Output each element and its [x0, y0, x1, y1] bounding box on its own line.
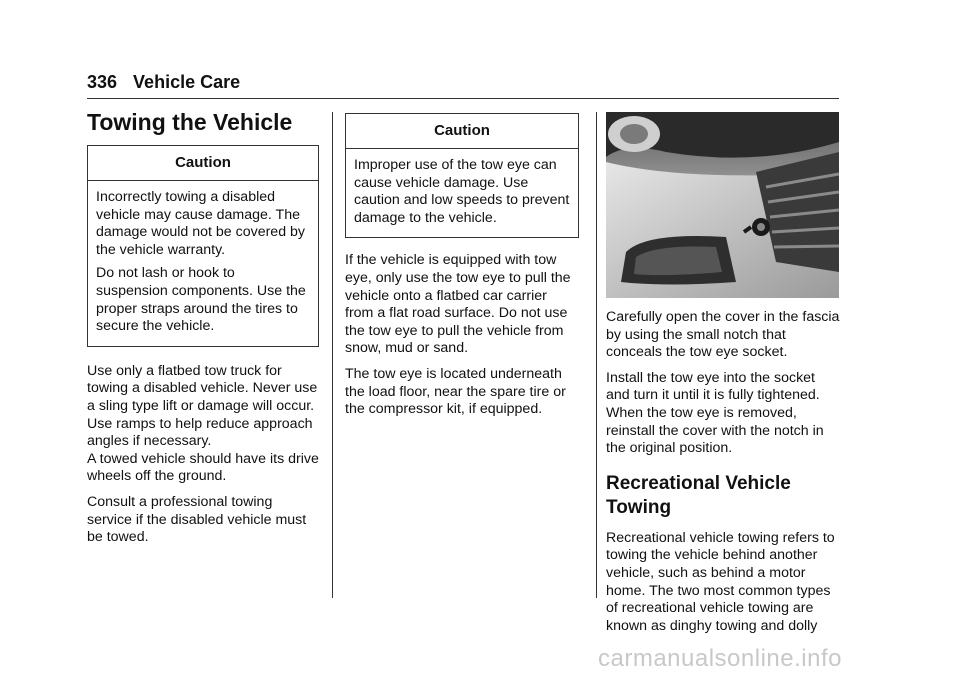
- paragraph: Recreational vehicle towing refers to towing the vehicle behind another vehicle, such as behind a motor home. The two most common types of recreational vehicle towing are known as dinghy towing and dolly: [606, 529, 835, 634]
- caution-box-1: [87, 145, 319, 347]
- column-2: [345, 113, 579, 427]
- paragraph: Use only a flatbed tow truck for towing a disabled vehicle. Never use a sling type lift or damage will occur. Use ramps to help reduce approach angles if necessary.: [87, 362, 318, 450]
- heading-line: Towing: [606, 496, 672, 518]
- tow-eye-photo: [606, 112, 839, 298]
- caution-title: Caution: [88, 146, 318, 181]
- body-text: [87, 363, 319, 547]
- watermark: carmanualsonline.info: [598, 645, 842, 672]
- heading-line: Recreational Vehicle: [606, 472, 791, 494]
- caution-text: Do not lash or hook to suspension components. Use the proper straps around the tires to secure the vehicle.: [96, 265, 306, 335]
- caution-title: Caution: [346, 114, 578, 149]
- column-3: [606, 309, 841, 643]
- paragraph: Consult a professional towing service if the disabled vehicle must be towed.: [87, 493, 307, 546]
- caution-body: [346, 149, 578, 237]
- paragraph: A towed vehicle should have its drive wheels off the ground.: [87, 450, 319, 485]
- page-header: [87, 72, 240, 93]
- column-divider-1: [332, 112, 333, 598]
- header-rule: [87, 98, 839, 99]
- caution-body: [88, 181, 318, 346]
- caution-text: Improper use of the tow eye can cause vehicle damage. Use caution and low speeds to prevent damage to the vehicle.: [354, 157, 570, 226]
- body-text: [345, 252, 579, 418]
- page-title: Towing the Vehicle: [87, 109, 293, 135]
- caution-box-2: [345, 113, 579, 238]
- column-1: [87, 108, 319, 555]
- caution-text: Incorrectly towing a disabled vehicle may cause damage. The damage would not be covered by the vehicle warranty.: [96, 189, 306, 258]
- paragraph: Carefully open the cover in the fascia by using the small notch that conceals the tow eye socket.: [606, 309, 840, 361]
- paragraph: The tow eye is located underneath the load floor, near the spare tire or the compressor kit, if equipped.: [345, 365, 566, 418]
- section-heading: [606, 472, 841, 520]
- section-title: Vehicle Care: [133, 72, 241, 92]
- paragraph: Install the tow eye into the socket and turn it until it is fully tightened. When the tow eye is removed, reinstall the cover with the notch in the original position.: [606, 369, 824, 457]
- column-divider-2: [596, 112, 597, 598]
- paragraph: If the vehicle is equipped with tow eye, only use the tow eye to pull the vehicle onto a flatbed car carrier from a flat road surface. Do not use the tow eye to pull the vehicle from snow, mud or sand.: [345, 252, 571, 357]
- page-number: 336: [87, 72, 118, 92]
